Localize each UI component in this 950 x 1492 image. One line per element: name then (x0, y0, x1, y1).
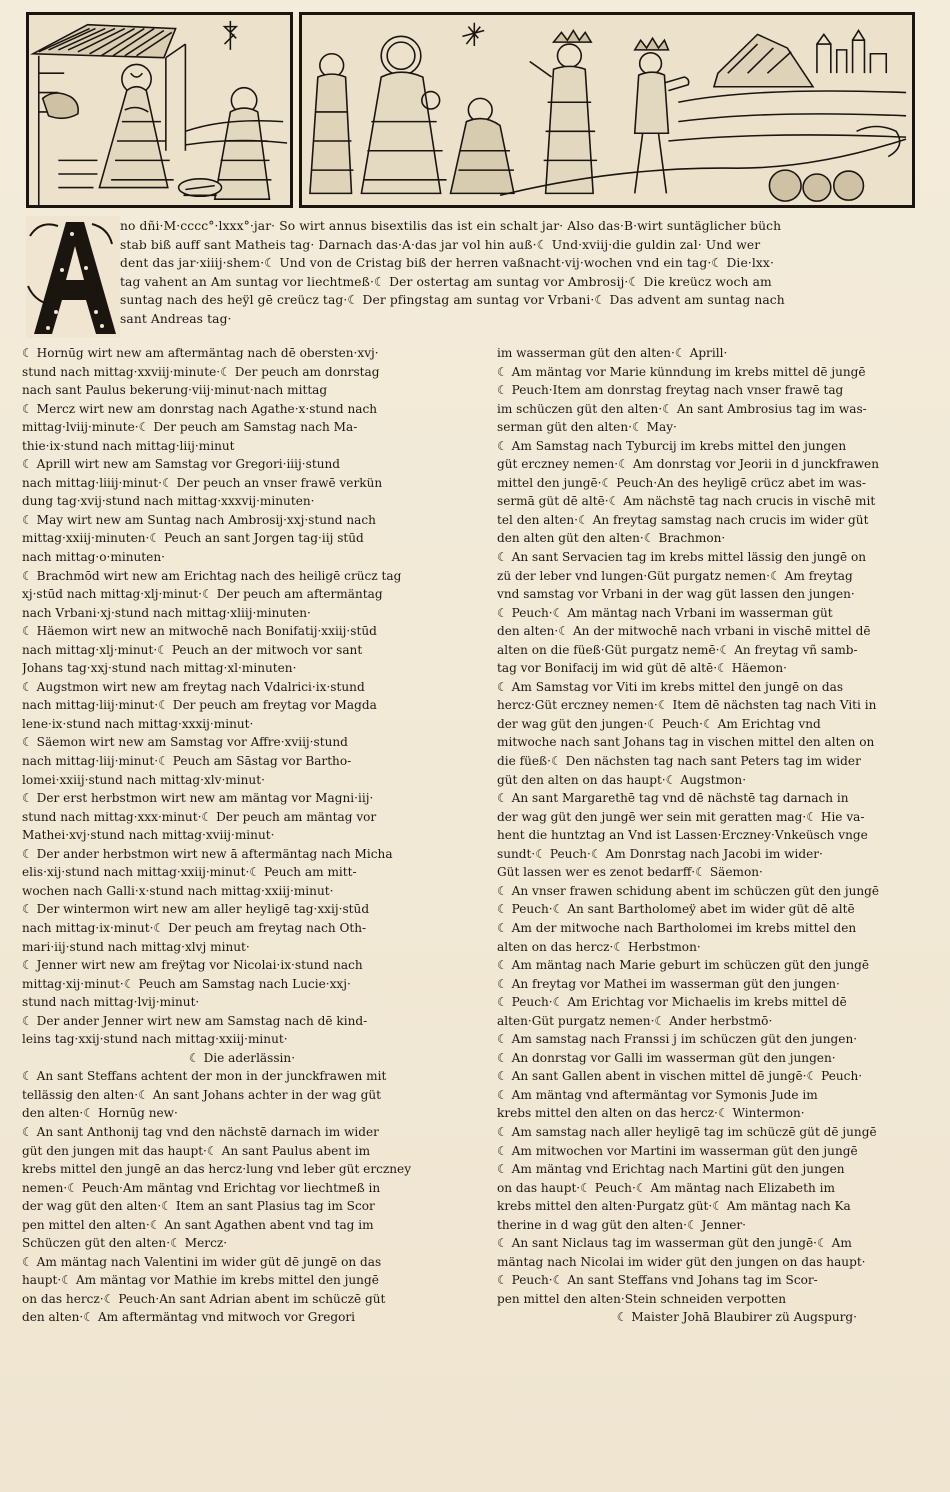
right-column-line: ☾ Peuch·☾ An sant Bartholomeÿ abet im wider güt dē altē (497, 902, 855, 917)
left-column-line: stund nach mittag·xxx·minut·☾ Der peuch am mäntag vor (22, 809, 377, 824)
intro-line: tag vahent an Am suntag vor liechtmeß·☾ Der ostertag am suntag vor Ambrosij·☾ Die kreücz woch am (120, 274, 772, 289)
right-column-line: pen mittel den alten·Stein schneiden verpotten (497, 1291, 787, 1306)
right-column-line: Güt lassen wer es zenot bedarff·☾ Säemon· (497, 865, 763, 880)
intro-line: dent das jar·xiiij·shem·☾ Und von de Cristag biß der herren vaßnacht·vij·wochen vnd ein tag·☾ Die·lxx· (120, 256, 774, 271)
left-column-line: ☾ An sant Anthonij tag vnd den nächstē darnach im wider (22, 1124, 379, 1139)
left-column-line: ☾ Häemon wirt new an mitwochē nach Bonifatij·xxiij·stūd (22, 624, 377, 639)
left-column-line: krebs mittel den jungē an das hercz·lung vnd leber güt erczney (22, 1162, 412, 1177)
right-column-line: alten on das hercz·☾ Herbstmon· (497, 939, 701, 954)
right-column-line: on das haupt·☾ Peuch·☾ Am mäntag nach Elizabeth im (497, 1180, 835, 1195)
right-column-line: mittel den jungē·☾ Peuch·An des heyligē crücz abet im was- (497, 475, 866, 490)
left-column-line: lene·ix·stund nach mittag·xxxij·minut· (22, 716, 254, 731)
left-column-line: ☾ Der ander Jenner wirt new am Samstag nach dē kind- (22, 1013, 368, 1028)
left-column-line: ☾ An sant Steffans achtent der mon in der junckfrawen mit (22, 1069, 387, 1084)
right-column-line: ☾ Am mäntag vnd aftermäntag vor Symonis Jude im (497, 1087, 818, 1102)
left-column-line: ☾ Der erst herbstmon wirt new am mäntag vor Magni·iij· (22, 791, 374, 806)
right-column-line: ☾ Peuch·Item am donrstag freytag nach vnser frawē tag (497, 383, 844, 398)
left-column-line: tellässig den alten·☾ An sant Johans achter in der wag güt (22, 1087, 381, 1102)
right-column-line: die füeß·☾ Den nächsten tag nach sant Peters tag im wider (497, 754, 861, 769)
right-column-line: den alten güt den alten·☾ Brachmon· (497, 531, 726, 546)
left-column-moon-phases (22, 344, 462, 1327)
right-column-line: ☾ An vnser frawen schidung abent im schüczen güt den jungē (497, 883, 880, 898)
left-column-line: mittag·xxiij·minuten·☾ Peuch an sant Jorgen tag·iij stūd (22, 531, 364, 546)
left-column-line: nemen·☾ Peuch·Am mäntag vnd Erichtag vor liechtmeß in (22, 1180, 381, 1195)
intro-text (58, 217, 934, 329)
left-column-line: mittag·xij·minut·☾ Peuch am Samstag nach Lucie·xxj· (22, 976, 351, 991)
right-column-line: der wag güt den jungen·☾ Peuch·☾ Am Erichtag vnd (497, 716, 821, 731)
right-column-line: ☾ Am samstag nach Franssi j im schüczen güt den jungen· (497, 1032, 858, 1047)
left-column-line: ☾ Aprill wirt new am Samstag vor Gregori·iiij·stund (22, 457, 341, 472)
right-column-line: ☾ Am mitwochen vor Martini im wasserman güt den jungē (497, 1143, 858, 1158)
right-column-line: ☾ An sant Gallen abent in vischen mittel dē jungē·☾ Peuch· (497, 1069, 863, 1084)
right-column-line: ☾ Peuch·☾ An sant Steffans vnd Johans tag im Scor- (497, 1273, 818, 1288)
left-column-line: ☾ Brachmōd wirt new am Erichtag nach des heiligē crücz tag (22, 568, 402, 583)
right-column-line: vnd samstag vor Vrbani in der wag güt lassen den jungen· (497, 587, 855, 602)
right-column-line: therine in d wag güt den alten·☾ Jenner· (497, 1217, 747, 1232)
left-column-line: leins tag·xxij·stund nach mittag·xxiij·minut· (22, 1032, 288, 1047)
left-column-line: Schüczen güt den alten·☾ Mercz· (22, 1236, 228, 1251)
nativity-woodcut-illustration (29, 15, 290, 205)
left-column-line: Johans tag·xxj·stund nach mittag·xl·minuten· (22, 661, 297, 676)
right-column-line: güt erczney nemen·☾ Am donrstag vor Jeorii in d junckfrawen (497, 457, 879, 472)
right-column-line: ☾ An sant Servacien tag im krebs mittel lässig den jungē on (497, 550, 867, 565)
right-column-line: ☾ Am mäntag vor Marie künndung im krebs mittel dē jungē (497, 364, 866, 379)
right-column-line: serman güt den alten·☾ May· (497, 420, 677, 435)
left-column-line: nach mittag·ix·minut·☾ Der peuch am freytag nach Oth- (22, 920, 367, 935)
right-column-line: ☾ Am Samstag vor Viti im krebs mittel den jungē on das (497, 679, 844, 694)
right-column-bloodletting (497, 344, 937, 1327)
right-column-line: alten on die füeß·Güt purgatz nemē·☾ An freytag vñ samb- (497, 642, 858, 657)
left-column-line: ☾ Die aderlässin· (188, 1050, 296, 1065)
left-column-line: nach mittag·liij·minut·☾ Der peuch am freytag vor Magda (22, 698, 377, 713)
intro-line: stab biß auff sant Matheis tag· Darnach das·A·das jar vol hin auß·☾ Und·xviij·die guldin zal· Und wer (120, 237, 761, 252)
left-column-line: Mathei·xvj·stund nach mittag·xviij·minut· (22, 828, 275, 843)
right-column-line: ☾ Peuch·☾ Am Erichtag vor Michaelis im krebs mittel dē (497, 995, 847, 1010)
adoration-woodcut (299, 12, 915, 208)
left-column-line: ☾ Am mäntag nach Valentini im wider güt dē jungē on das (22, 1254, 382, 1269)
left-column-line: xj·stūd nach mittag·xlj·minut·☾ Der peuch am aftermäntag (22, 587, 383, 602)
right-column-line: im schüczen güt den alten·☾ An sant Ambrosius tag im was- (497, 401, 867, 416)
right-column-line: hercz·Güt erczney nemen·☾ Item dē nächsten tag nach Viti in (497, 698, 877, 713)
intro-line: sant Andreas tag· (120, 311, 232, 326)
left-column-line: mari·iij·stund nach mittag·xlvj minut· (22, 939, 250, 954)
right-column-line: ☾ Maister Johā Blaubirer zü Augspurg· (616, 1310, 857, 1325)
left-column-line: den alten·☾ Hornūg new· (22, 1106, 178, 1121)
right-column-line: ☾ An sant Niclaus tag im wasserman güt den jungē·☾ Am (497, 1236, 852, 1251)
right-column-line: ☾ An freytag vor Mathei im wasserman güt den jungen· (497, 976, 840, 991)
left-column-line: nach mittag·liij·minut·☾ Peuch am Sāstag vor Bartho- (22, 754, 352, 769)
right-column-line: sundt·☾ Peuch·☾ Am Donrstag nach Jacobi im wider· (497, 846, 823, 861)
right-column-line: ☾ An sant Margarethē tag vnd dē nächstē tag darnach in (497, 791, 849, 806)
left-column-line: nach mittag·liiij·minut·☾ Der peuch an vnser frawē verkün (22, 475, 383, 490)
right-column-line: ☾ Peuch·☾ Am mäntag nach Vrbani im wasserman güt (497, 605, 833, 620)
right-column-line: ☾ Am mäntag vnd Erichtag nach Martini güt den jungen (497, 1162, 845, 1177)
left-column-line: stund nach mittag·xxviij·minute·☾ Der peuch am donrstag (22, 364, 380, 379)
left-column-line: nach mittag·o·minuten· (22, 550, 165, 565)
left-column-line: ☾ Der wintermon wirt new am aller heyligē tag·xxij·stūd (22, 902, 370, 917)
right-column-line: sermā güt dē altē·☾ Am nächstē tag nach crucis in vischē mit (497, 494, 876, 509)
left-column-line: lomei·xxiij·stund nach mittag·xlv·minut· (22, 772, 265, 787)
right-column-line: im wasserman güt den alten·☾ Aprill· (497, 346, 728, 360)
intro-line: suntag nach des heÿl gē creücz tag·☾ Der pfingstag am suntag vor Vrbani·☾ Das advent am suntag nach (120, 293, 785, 308)
left-column-line: ☾ Der ander herbstmon wirt new ā aftermäntag nach Micha (22, 846, 393, 861)
right-column-line: tag vor Bonifacij im wid güt dē altē·☾ Häemon· (497, 661, 788, 676)
left-column-line: nach Vrbani·xj·stund nach mittag·xliij·minuten· (22, 605, 311, 620)
left-column-line: thie·ix·stund nach mittag·liij·minut (22, 438, 235, 453)
right-column-line: hent die huntztag an Vnd ist Lassen·Erczney·Vnkeüsch vnge (497, 828, 868, 843)
right-column-line: ☾ Am der mitwoche nach Bartholomei im krebs mittel den (497, 920, 857, 935)
left-column-line: mittag·lviij·minute·☾ Der peuch am Samstag nach Ma- (22, 420, 358, 435)
left-column-line: ☾ May wirt new am Suntag nach Ambrosij·xxj·stund nach (22, 512, 376, 527)
left-column-line: nach sant Paulus bekerung·viij·minut·nach mittag (22, 383, 328, 398)
right-column-line: ☾ Am Samstag nach Tyburcij im krebs mittel den jungen (497, 438, 847, 453)
right-column-line: krebs mittel den alten on das hercz·☾ Wintermon· (497, 1106, 805, 1121)
right-column-line: krebs mittel den alten·Purgatz güt·☾ Am mäntag nach Ka (497, 1199, 851, 1214)
left-column-line: stund nach mittag·lvij·minut· (22, 995, 200, 1010)
right-column-line: güt den alten on das haupt·☾ Augstmon· (497, 772, 747, 787)
right-column-line: zü der leber vnd lungen·Güt purgatz nemen·☾ Am freytag (497, 568, 853, 583)
adoration-woodcut-illustration (302, 15, 912, 205)
right-column-line: ☾ Am samstag nach aller heyligē tag im schüczē güt dē jungē (497, 1124, 877, 1139)
right-column-line: der wag güt den jungē wer sein mit geratten mag·☾ Hie va- (497, 809, 865, 824)
right-column-line: den alten·☾ An der mitwochē nach vrbani in vischē mittel dē (497, 624, 871, 639)
left-column-line: güt den jungen mit das haupt·☾ An sant Paulus abent im (22, 1143, 371, 1158)
intro-paragraph (24, 214, 936, 344)
nativity-woodcut (26, 12, 293, 208)
left-column-line: den alten·☾ Am aftermäntag vnd mitwoch vor Gregori (22, 1310, 356, 1325)
left-column-line: elis·xij·stund nach mittag·xxiij·minut·☾ Peuch am mitt- (22, 865, 357, 880)
left-column-line: nach mittag·xlj·minut·☾ Peuch an der mitwoch vor sant (22, 642, 363, 657)
left-column-line: pen mittel den alten·☾ An sant Agathen abent vnd tag im (22, 1217, 374, 1232)
right-column-line: mäntag nach Nicolai im wider güt den jungen on das haupt· (497, 1254, 866, 1269)
right-column-line: tel den alten·☾ An freytag samstag nach crucis im wider güt (497, 512, 869, 527)
right-column-line: alten·Güt purgatz nemen·☾ Ander herbstmō· (497, 1013, 773, 1028)
left-column-line: ☾ Hornūg wirt new am aftermäntag nach dē obersten·xvj· (22, 346, 379, 360)
right-column-line: ☾ An donrstag vor Galli im wasserman güt den jungen· (497, 1050, 836, 1065)
intro-line: no dñi·M·cccc°·lxxx°·jar· So wirt annus bisextilis das ist ein schalt jar· Also das·B·wirt suntäglicher büch (120, 219, 782, 233)
left-column-line: wochen nach Galli·x·stund nach mittag·xxiij·minut· (22, 883, 334, 898)
left-column-line: ☾ Säemon wirt new am Samstag vor Affre·xviij·stund (22, 735, 348, 750)
left-column-line: ☾ Mercz wirt new am donrstag nach Agathe·x·stund nach (22, 401, 378, 416)
left-column-line: ☾ Jenner wirt new am freÿtag vor Nicolai·ix·stund nach (22, 958, 363, 973)
left-column-line: der wag güt den alten·☾ Item an sant Plasius tag im Scor (22, 1199, 375, 1214)
right-column-line: mitwoche nach sant Johans tag in vischen mittel den alten on (497, 735, 875, 750)
left-column-line: haupt·☾ Am mäntag vor Mathie im krebs mittel den jungē (22, 1273, 379, 1288)
left-column-line: ☾ Augstmon wirt new am freytag nach Vdalrici·ix·stund (22, 679, 365, 694)
left-column-line: dung tag·xvij·stund nach mittag·xxxvij·minuten· (22, 494, 315, 509)
right-column-line: ☾ Am mäntag nach Marie geburt im schüczen güt den jungē (497, 958, 870, 973)
left-column-line: on das hercz·☾ Peuch·An sant Adrian abent im schüczē güt (22, 1291, 386, 1306)
